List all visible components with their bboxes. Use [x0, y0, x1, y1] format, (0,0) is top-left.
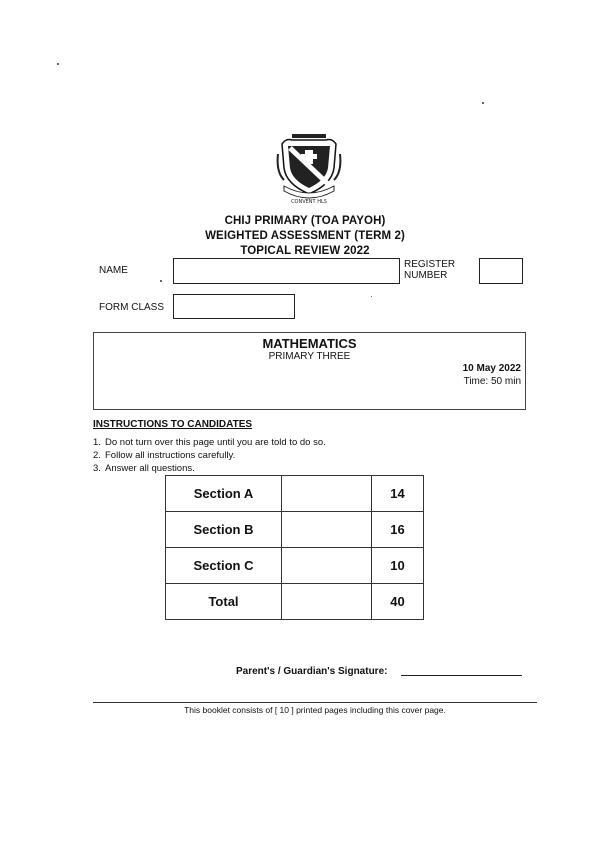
name-label: NAME — [99, 265, 128, 276]
footer-note: This booklet consists of [ 10 ] printed pages including this cover page. — [184, 705, 446, 715]
exam-date: 10 May 2022 — [462, 363, 521, 374]
subject-box — [93, 332, 526, 410]
exam-time: Time: 50 min — [463, 376, 521, 387]
signature-label: Parent's / Guardian's Signature: — [236, 666, 388, 677]
register-label-line2: NUMBER — [404, 270, 448, 281]
school-name: CHIJ PRIMARY (TOA PAYOH) — [224, 215, 386, 227]
section-marks: 14 — [372, 476, 424, 512]
review-title: TOPICAL REVIEW 2022 — [240, 245, 370, 257]
school-crest-logo — [276, 128, 342, 206]
subject-level: PRIMARY THREE — [268, 351, 351, 362]
form-class-label: FORM CLASS — [99, 302, 165, 313]
section-marks: 10 — [372, 548, 424, 584]
score-cell[interactable] — [282, 512, 372, 548]
table-row — [166, 548, 424, 584]
total-marks: 40 — [372, 584, 424, 620]
score-cell[interactable] — [282, 548, 372, 584]
scan-speck — [482, 102, 484, 104]
name-field[interactable] — [173, 258, 400, 284]
instructions-title: INSTRUCTIONS TO CANDIDATES — [93, 419, 253, 430]
form-class-field[interactable] — [173, 294, 295, 319]
table-row — [166, 512, 424, 548]
section-name: Section C — [166, 548, 282, 584]
total-label: Total — [166, 584, 282, 620]
section-name: Section A — [166, 476, 282, 512]
section-marks: 16 — [372, 512, 424, 548]
register-number-field[interactable] — [479, 258, 523, 284]
table-row — [166, 476, 424, 512]
instruction-item: 1. Do not turn over this page until you are told to do so. — [93, 437, 326, 448]
register-label-line1: REGISTER — [404, 259, 456, 270]
instructions-list — [93, 436, 326, 475]
scan-speck — [57, 63, 59, 65]
scan-speck — [371, 296, 372, 297]
sections-marks-table — [165, 475, 424, 620]
section-name: Section B — [166, 512, 282, 548]
signature-line[interactable] — [401, 675, 522, 676]
instruction-item: 2. Follow all instructions carefully. — [93, 450, 236, 461]
scan-speck — [160, 280, 162, 282]
instruction-item: 3. Answer all questions. — [93, 463, 195, 474]
assessment-title: WEIGHTED ASSESSMENT (TERM 2) — [205, 230, 405, 242]
score-cell[interactable] — [282, 476, 372, 512]
table-row — [166, 584, 424, 620]
subject-title: MATHEMATICS — [262, 336, 357, 351]
register-number-label — [404, 259, 455, 281]
crest-text: CONVENT HLS — [291, 199, 327, 205]
footer-divider — [93, 702, 537, 703]
total-score-cell[interactable] — [282, 584, 372, 620]
